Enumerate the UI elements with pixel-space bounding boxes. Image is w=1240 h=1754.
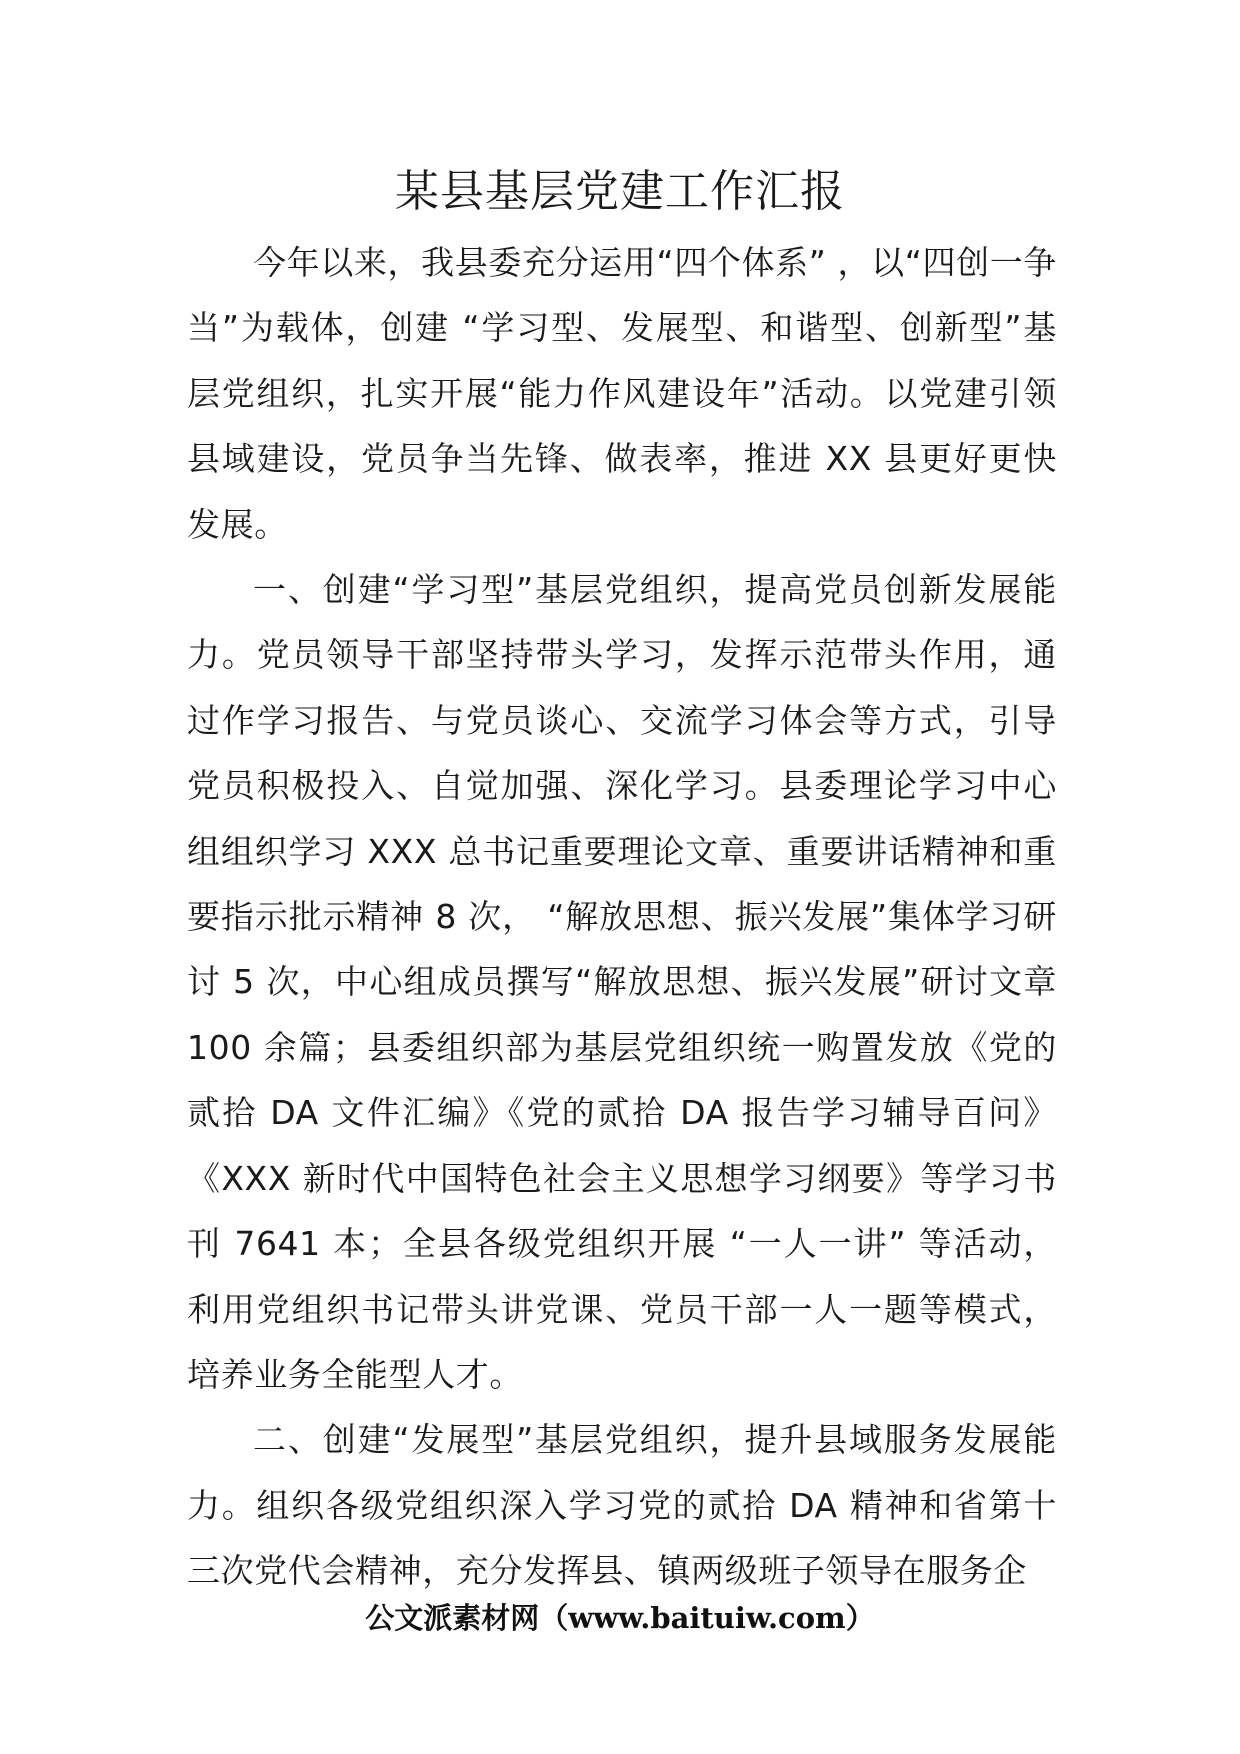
footer-watermark: 公文派素材网（www.baituiw.com） xyxy=(365,1601,875,1635)
section-2-heading: 二、创建“发展型”基层党组织，提升县域服务发展能力。 xyxy=(187,1420,1057,1525)
section-2-paragraph xyxy=(187,1407,1057,1603)
document-body xyxy=(187,230,1057,1604)
section-1-heading: 一、创建“学习型”基层党组织，提高党员创新发展能力。 xyxy=(187,570,1057,675)
section-2-text: 组织各级党组织深入学习党的贰拾 DA 精神和省第十三次党代会精神，充分发挥县、镇两级班子领导在服务企 xyxy=(187,1485,1057,1591)
section-1-paragraph xyxy=(187,557,1057,1407)
intro-paragraph: 今年以来，我县委充分运用“四个体系” ，以“四创一争当”为载体，创建 “学习型、发展型、和谐型、创新型”基层党组织，扎实开展“能力作风建设年”活动。以党建引领县域建设，党员争当先锋、做表率，推进 XX 县更好更快发展。 xyxy=(187,243,1057,544)
section-1-text: 党员领导干部坚持带头学习，发挥示范带头作用，通过作学习报告、与党员谈心、交流学习体会等方式，引导党员积极投入、自觉加强、深化学习。县委理论学习中心组组织学习 XXX 总书记重要理论文章、重要讲话精神和重要指示批示精神 8 次， “解放思想、振兴发展”集体学习研讨 5 次，中心组成员撰写“解放思想、振兴发展”研讨文章 100 余篇；县委组织部为基层党组织统一购置发放《党的贰拾 DA 文件汇编》《党的贰拾 DA 报告学习辅导百问》《XXX 新时代中国特色社会主义思想学习纲要》等学习书刊 7641 本；全县各级党组织开展 “一人一讲” 等活动，利用党组织书记带头讲党课、党员干部一人一题等模式，培养业务全能型人才。 xyxy=(187,635,1057,1394)
document-title: 某县基层党建工作汇报 xyxy=(395,166,845,217)
